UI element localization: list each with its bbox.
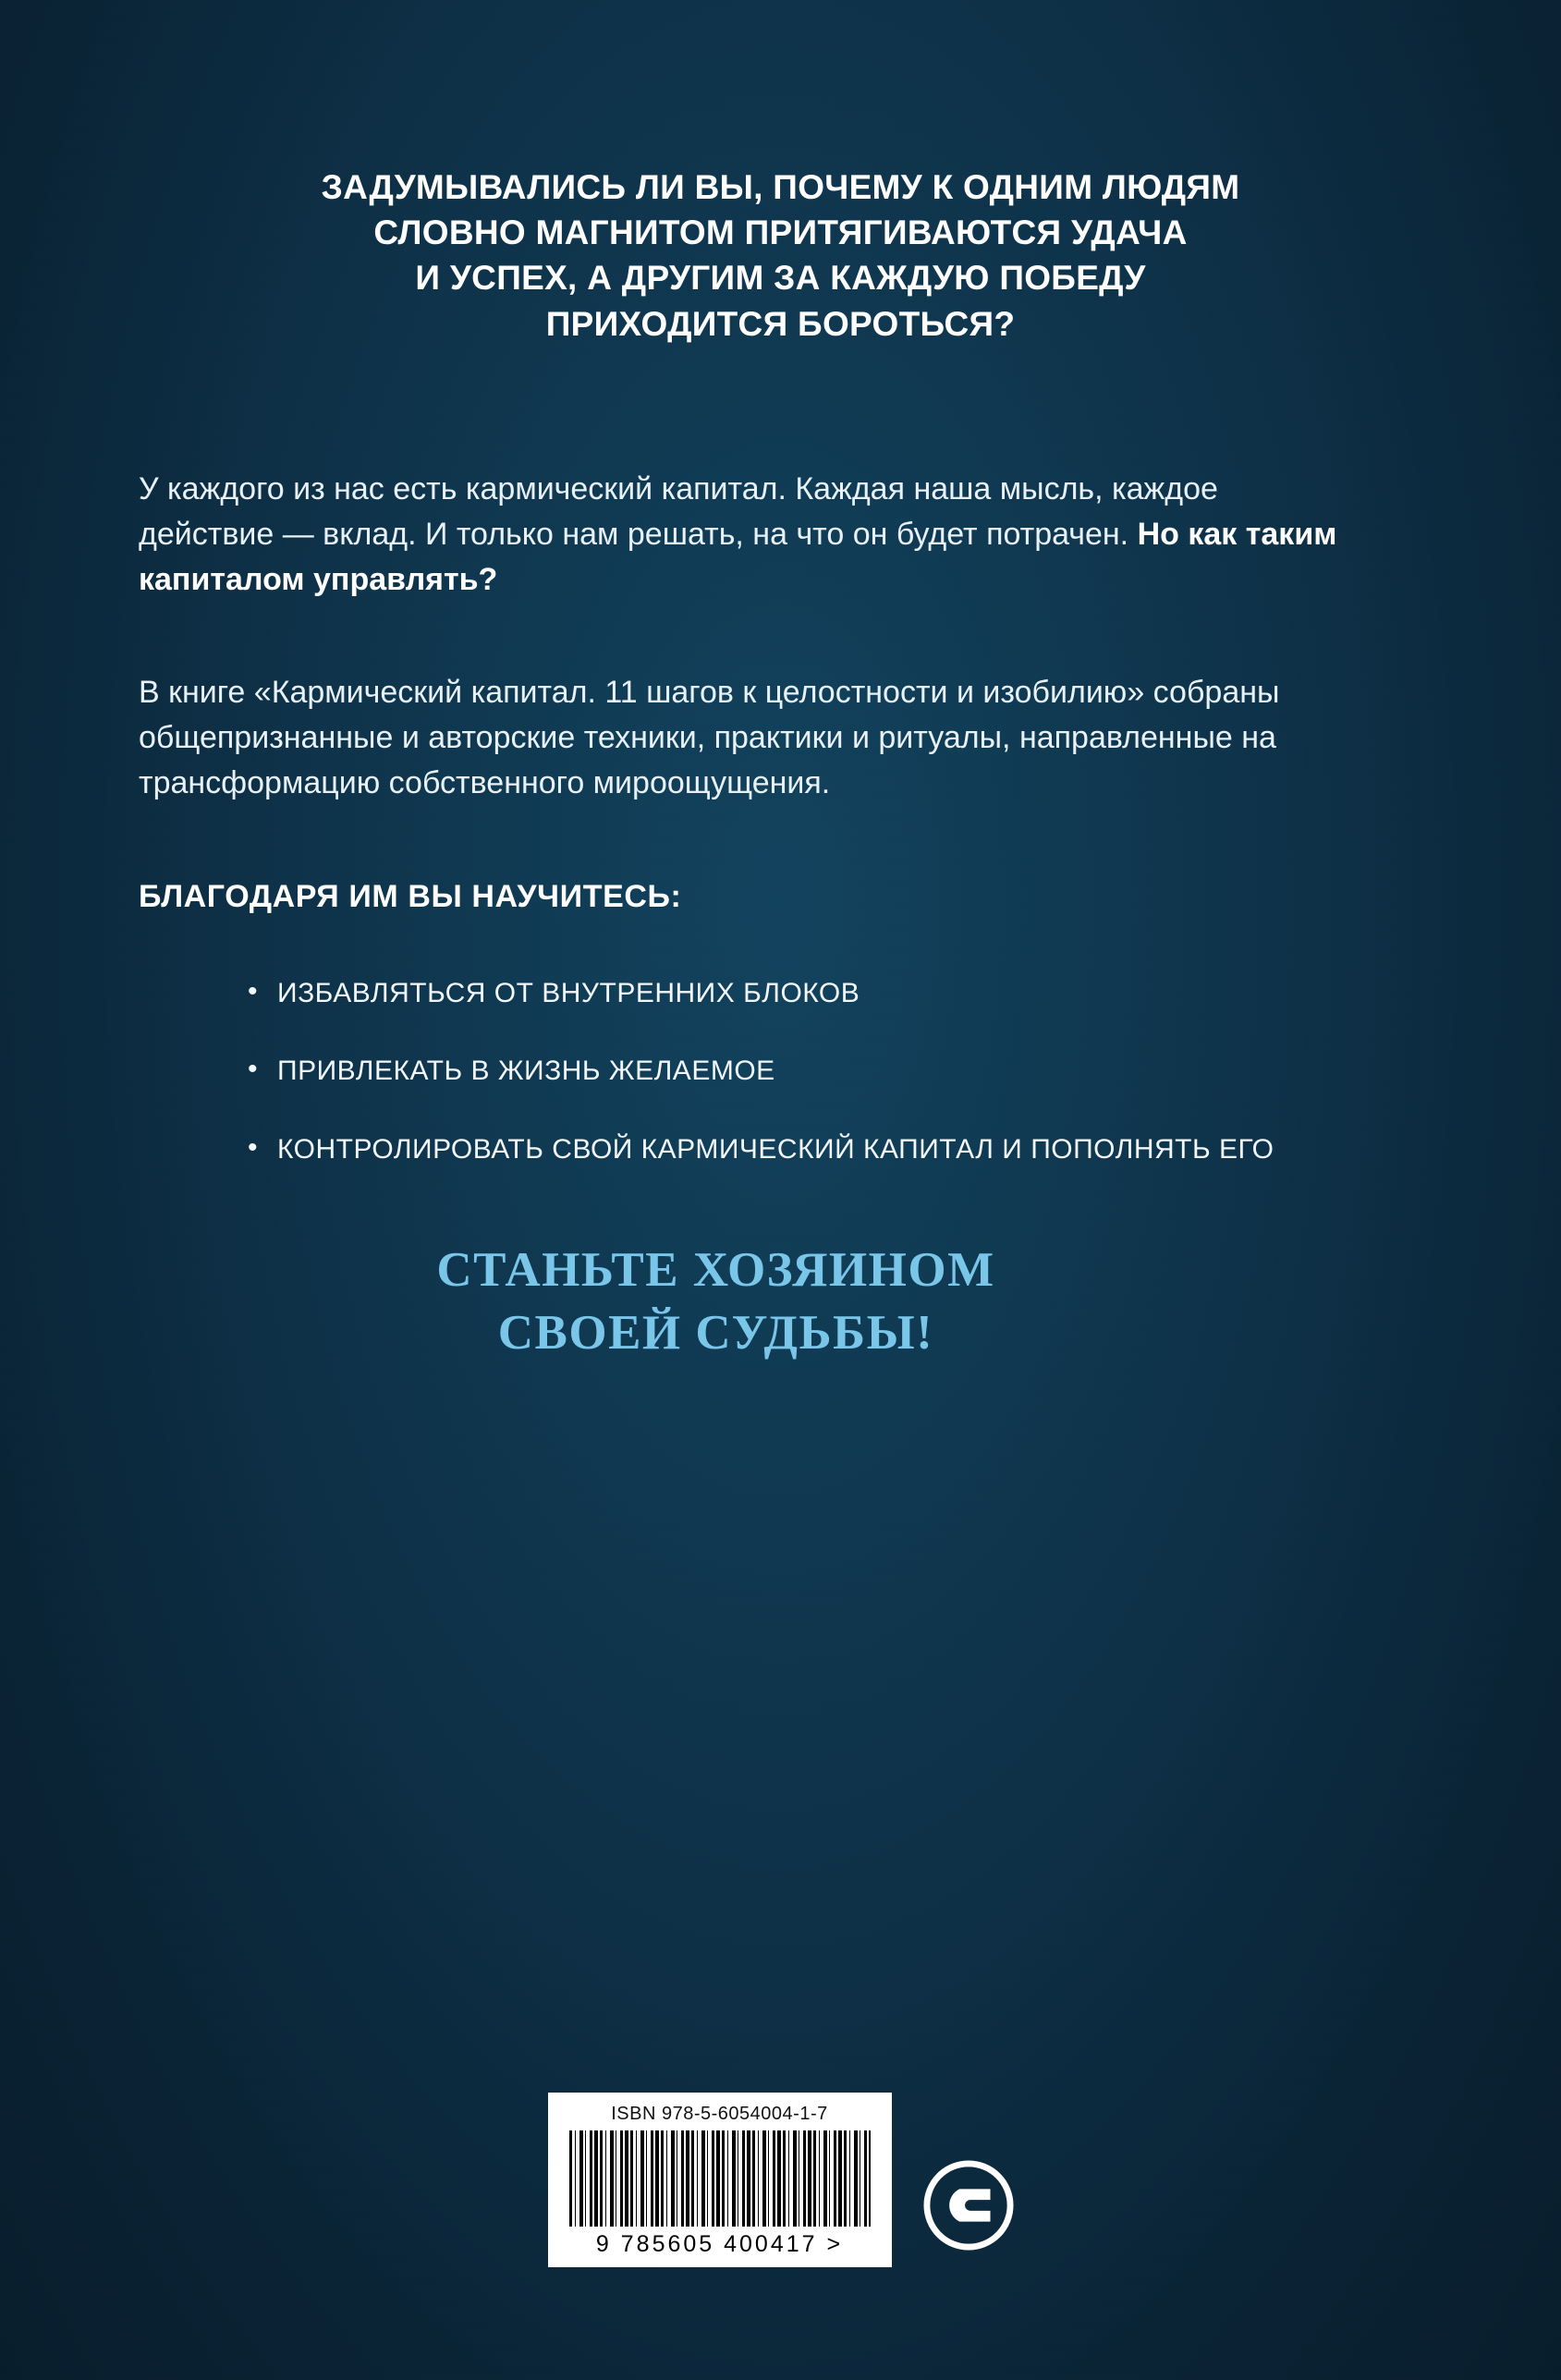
benefits-list: [139, 974, 1422, 1170]
book-title-bold: Кармический капитал. 11 шагов к целостности и изобилию: [271, 674, 1128, 710]
paragraph-one: [139, 467, 1349, 604]
cover-footer: [0, 2093, 1561, 2267]
paragraph-one-text: У каждого из нас есть кармический капитал. Каждая наша мысль, каждое действие — вклад. И только нам решать, на что он будет потрачен.: [139, 470, 1218, 553]
barcode-icon: [569, 2130, 871, 2227]
barcode-digits: 9 785605 400417 >: [595, 2231, 844, 2257]
eksmo-logo-icon: [923, 2160, 1014, 2251]
headline-line-2: СЛОВНО МАГНИТОМ ПРИТЯГИВАЮТСЯ УДАЧА: [373, 214, 1188, 252]
tagline-line-2: СВОЕЙ СУДЬБЫ!: [497, 1306, 934, 1361]
tagline: [139, 1239, 1422, 1365]
learn-section-title: БЛАГОДАРЯ ИМ ВЫ НАУЧИТЕСЬ:: [139, 878, 682, 914]
headline-line-4: ПРИХОДИТСЯ БОРОТЬСЯ?: [545, 304, 1016, 343]
paragraph-two-text-before: В книге «: [139, 674, 272, 710]
paragraph-two-text-after: » собраны общепризнанные и авторские техники, практики и ритуалы, направленные на трансформацию собственного мироощущения.: [139, 674, 1280, 801]
list-item: • КОНТРОЛИРОВАТЬ СВОЙ КАРМИЧЕСКИЙ КАПИТАЛ И ПОПОЛНЯТЬ ЕГО: [277, 1130, 1340, 1170]
headline-line-1: ЗАДУМЫВАЛИСЬ ЛИ ВЫ, ПОЧЕМУ К ОДНИМ ЛЮДЯМ: [321, 168, 1240, 206]
list-item: • ПРИВЛЕКАТЬ В ЖИЗНЬ ЖЕЛАЕМОЕ: [277, 1052, 1340, 1092]
headline-line-3: И УСПЕХ, А ДРУГИМ ЗА КАЖДУЮ ПОБЕДУ: [415, 259, 1146, 298]
list-item: • ИЗБАВЛЯТЬСЯ ОТ ВНУТРЕННИХ БЛОКОВ: [277, 974, 1340, 1014]
headline: [139, 165, 1422, 347]
isbn-barcode-block: [548, 2093, 892, 2267]
isbn-label: ISBN 978-5-6054004-1-7: [611, 2104, 828, 2124]
paragraph-two: [139, 670, 1368, 807]
paragraph-one-bold: Но как таким капиталом управлять?: [139, 517, 1337, 598]
tagline-line-1: СТАНЬТЕ ХОЗЯИНОМ: [436, 1243, 995, 1298]
